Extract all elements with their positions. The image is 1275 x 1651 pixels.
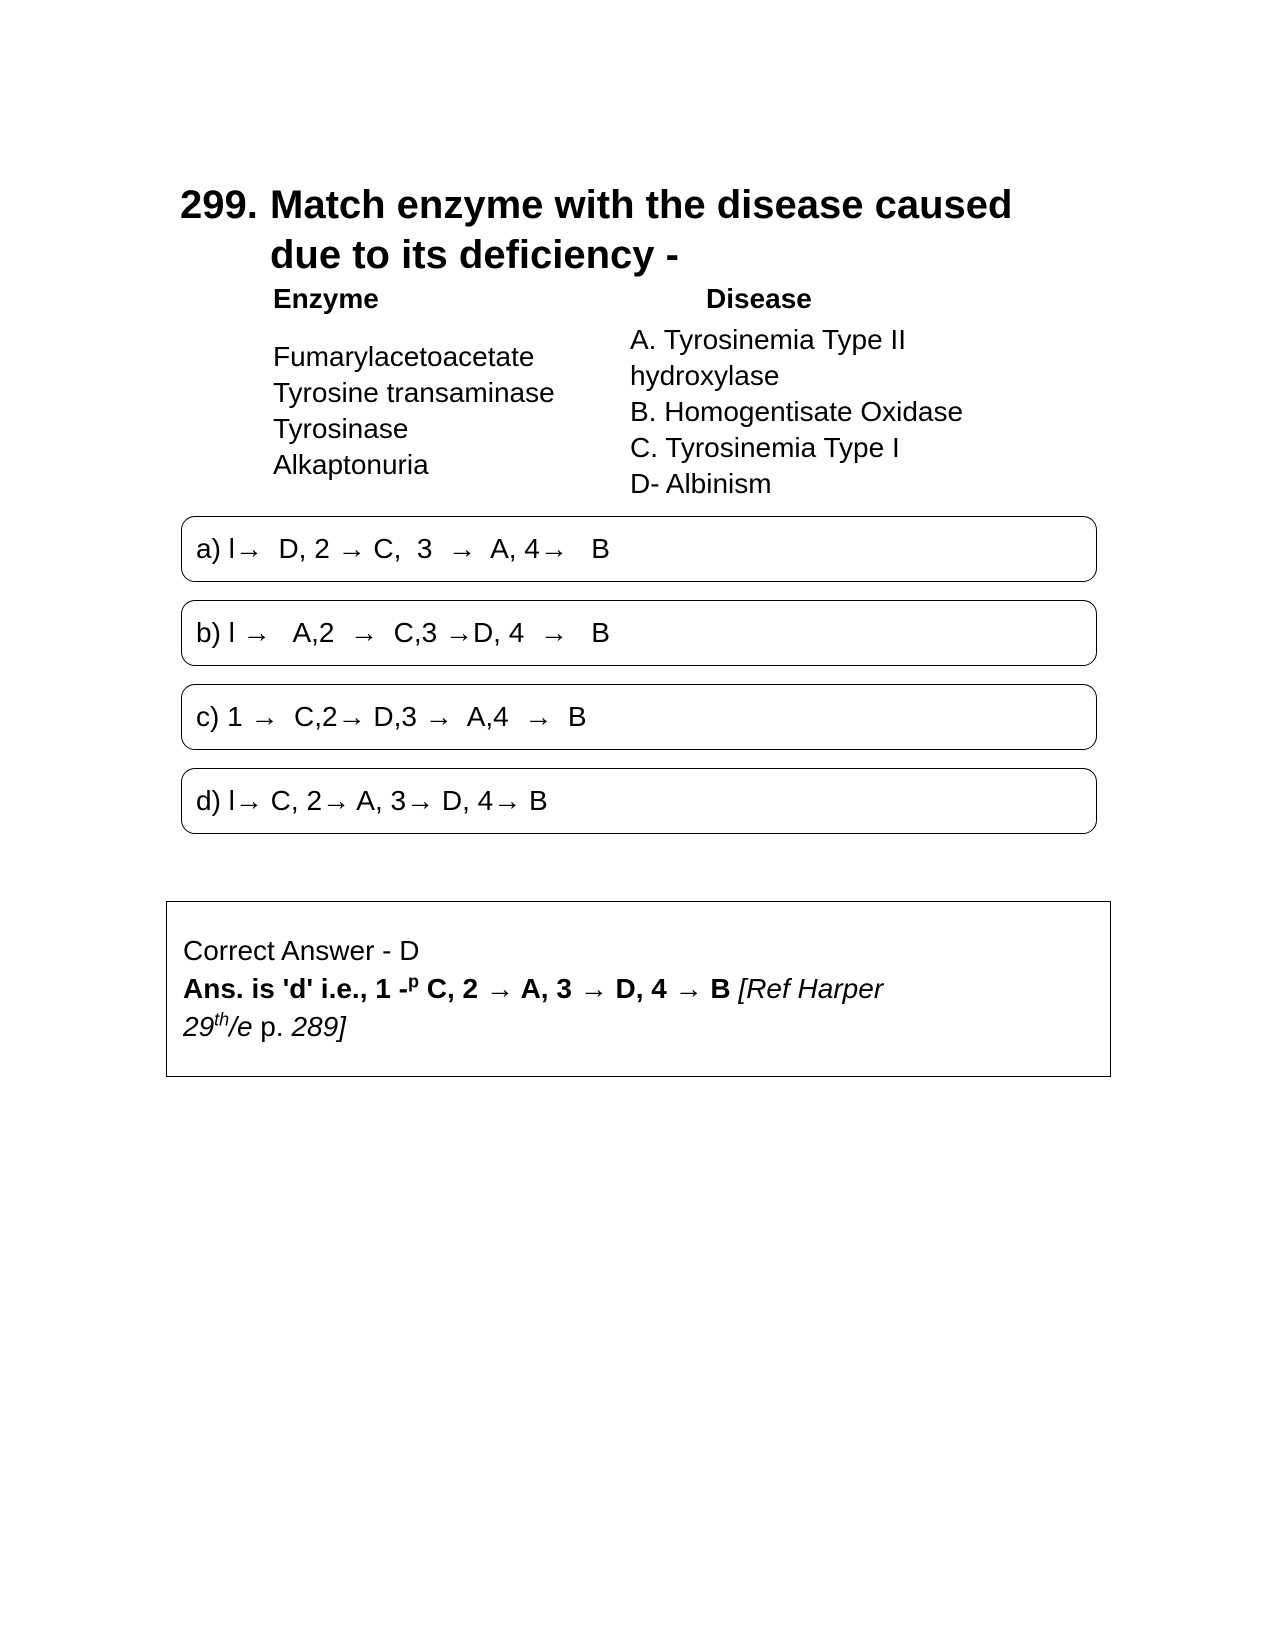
reference-edition-sup: th: [214, 1009, 230, 1030]
explanation-post: C, 2 → A, 3 → D, 4 → B: [418, 973, 731, 1004]
question-number: 299.: [180, 183, 258, 227]
enzyme-list: [273, 339, 555, 483]
reference-page-label: p.: [252, 1011, 284, 1042]
disease-column-header: Disease: [706, 283, 812, 314]
question-text: Match enzyme with the disease caused due to its deficiency -: [270, 183, 1013, 277]
answer-box: [166, 901, 1111, 1077]
list-item: Tyrosine transaminase: [273, 377, 555, 408]
disease-list: [630, 322, 963, 502]
list-item: D- Albinism: [630, 468, 772, 499]
enzyme-column-header: Enzyme: [273, 283, 379, 314]
option-a[interactable]: a) l→ D, 2 → C, 3 → A, 4→ B: [181, 516, 1097, 582]
list-item: A. Tyrosinemia Type II: [630, 324, 906, 355]
reference-line: [183, 1008, 1110, 1046]
list-item: C. Tyrosinemia Type I: [630, 432, 900, 463]
option-c[interactable]: c) 1 → C,2→ D,3 → A,4 → B: [181, 684, 1097, 750]
correct-answer-line: Correct Answer - D: [183, 935, 420, 966]
list-item: Tyrosinase: [273, 413, 409, 444]
list-item: B. Homogentisate Oxidase: [630, 396, 964, 427]
list-item: hydroxylase: [630, 360, 780, 391]
explanation-pre: Ans. is 'd' i.e., 1 -: [183, 973, 408, 1004]
option-b[interactable]: b) l → A,2 → C,3 →D, 4 → B: [181, 600, 1097, 666]
list-item: Fumarylacetoacetate: [273, 341, 535, 372]
reference-edition: 29: [183, 1011, 215, 1042]
answer-explanation: [183, 970, 1110, 1008]
reference-edition-suffix: /e: [229, 1011, 253, 1042]
list-item: Alkaptonuria: [273, 449, 429, 480]
option-d[interactable]: d) l→ C, 2→ A, 3→ D, 4→ B: [181, 768, 1097, 834]
reference-open: [Ref Harper: [730, 973, 884, 1004]
reference-page-number: 289]: [283, 1011, 346, 1042]
explanation-sup: p: [407, 971, 419, 992]
